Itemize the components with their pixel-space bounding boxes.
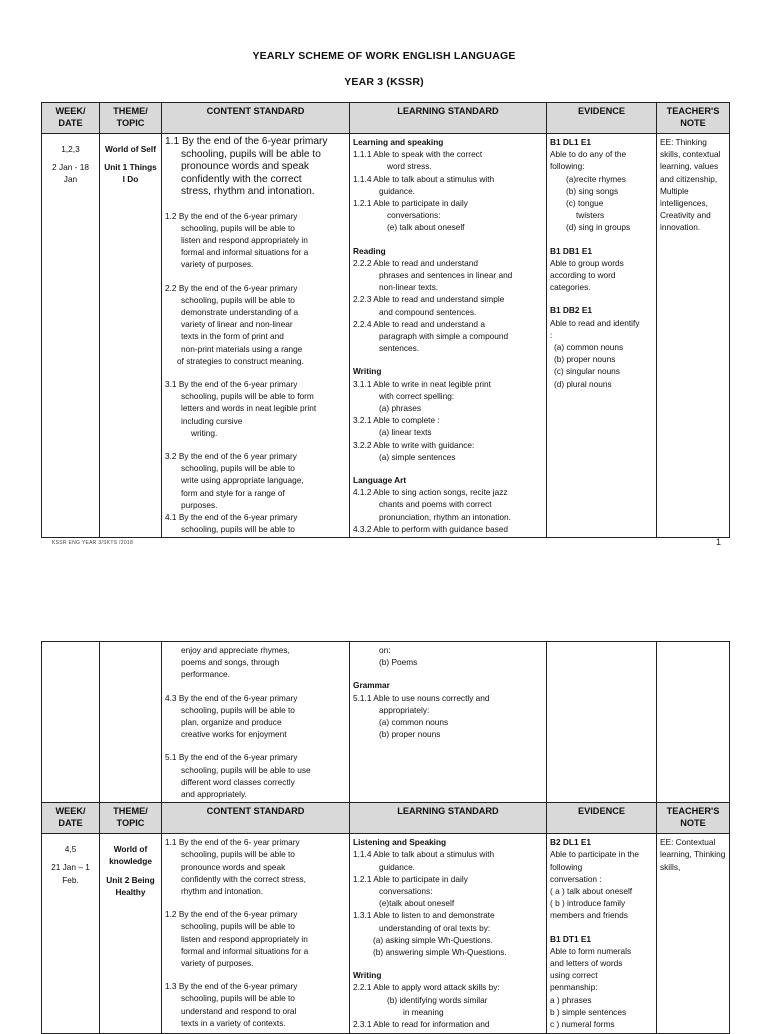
- header-week-date: WEEK/ DATE: [42, 803, 100, 834]
- evidence-code: B2 DL1 E1: [550, 837, 592, 848]
- content-line: schooling, pupils will be able to: [181, 294, 295, 305]
- section-heading: Learning and speaking: [353, 137, 444, 147]
- learning-line: 3.1.1 Able to write in neat legible print: [353, 378, 491, 389]
- content-line: schooling, pupils will be able to use: [181, 764, 311, 775]
- content-line: 4.1 By the end of the 6-year primary: [165, 511, 298, 522]
- evidence-cell: [547, 834, 657, 1034]
- content-line: non-print materials using a range: [181, 343, 303, 354]
- document-subtitle: YEAR 3 (KSSR): [344, 76, 424, 88]
- content-line: performance.: [181, 669, 230, 680]
- header-teachers-note: TEACHER'S NOTE: [657, 103, 730, 134]
- week-date-cell: [42, 134, 100, 538]
- content-line: write using appropriate language,: [181, 475, 304, 486]
- learning-line: (b) proper nouns: [379, 729, 441, 740]
- evidence-code: B1 DB2 E1: [550, 305, 592, 316]
- evidence-line: members and friends: [550, 910, 628, 921]
- learning-line: 1.2.1 Able to participate in daily: [353, 873, 468, 884]
- learning-standard-cell: [350, 834, 547, 1034]
- table-header-row: [42, 803, 730, 834]
- teachers-note-cell: [657, 642, 730, 803]
- content-line: 2.2 By the end of the 6-year primary: [165, 282, 298, 293]
- learning-line: sentences.: [379, 343, 420, 354]
- content-line: and appropriately.: [181, 789, 247, 800]
- learning-line: in meaning: [403, 1006, 444, 1017]
- learning-line: 2.2.1 Able to apply word attack skills by:: [353, 982, 500, 993]
- content-line: 4.3 By the end of the 6-year primary: [165, 692, 298, 703]
- week-number: 1,2,3: [61, 144, 80, 154]
- learning-line: 3.2.1 Able to complete :: [353, 415, 440, 426]
- evidence-line: penmanship:: [550, 982, 598, 993]
- content-line: plan, organize and produce: [181, 717, 282, 728]
- content-line: variety of linear and non-linear: [181, 319, 293, 330]
- evidence-line: twisters: [576, 210, 605, 221]
- learning-line: 1.1.1 Able to speak with the correct: [353, 149, 483, 160]
- learning-line: appropriately:: [379, 704, 430, 715]
- unit: Unit 1 Things I Do: [104, 162, 157, 185]
- learning-line: 5.1.1 Able to use nouns correctly and: [353, 692, 490, 703]
- page-number: 1: [716, 537, 722, 547]
- evidence-line: (b) proper nouns: [554, 354, 616, 365]
- content-line: stress, rhythm and intonation.: [181, 186, 315, 197]
- learning-line: guidance.: [379, 861, 415, 872]
- document-title: YEARLY SCHEME OF WORK ENGLISH LANGUAGE: [252, 50, 516, 62]
- learning-line: 3.2.2 Able to write with guidance:: [353, 439, 475, 450]
- scheme-table-page1: [41, 102, 730, 538]
- evidence-line: :: [550, 329, 553, 340]
- learning-line: 2.2.3 Able to read and understand simple: [353, 294, 505, 305]
- content-line: letters and words in neat legible print: [181, 403, 317, 414]
- content-line: rhythm and intonation.: [181, 886, 264, 897]
- section-heading: Grammar: [353, 680, 390, 691]
- evidence-line: Able to group words: [550, 257, 624, 268]
- learning-line: 2.3.1 Able to read for information and: [353, 1019, 490, 1030]
- content-line: understand and respond to oral: [181, 1005, 297, 1016]
- content-line: 1.2 By the end of the 6-year primary: [165, 210, 298, 221]
- content-line: listen and respond appropriately in: [181, 933, 308, 944]
- content-line: pronounce words and speak: [181, 861, 286, 872]
- evidence-line: (a) common nouns: [554, 342, 624, 353]
- content-line: variety of purposes.: [181, 958, 254, 969]
- date-range: 2 Jan - 18 Jan: [52, 162, 89, 185]
- content-line: 1.1 By the end of the 6- year primary: [165, 837, 300, 848]
- header-evidence: EVIDENCE: [547, 803, 657, 834]
- content-line: enjoy and appreciate rhymes,: [181, 645, 290, 655]
- table-row: [42, 134, 730, 538]
- page-footer: KSSR ENG YEAR 3/SKTS /2018: [52, 540, 134, 546]
- date-range: 21 Jan – 1 Feb.: [51, 862, 90, 885]
- content-line: formal and informal situations for a: [181, 945, 309, 956]
- learning-line: 2.2.4 Able to read and understand a: [353, 318, 485, 329]
- evidence-line: (c) singular nouns: [554, 366, 620, 377]
- evidence-code: B1 DL1 E1: [550, 137, 592, 147]
- learning-line: (b) identifying words similar: [387, 994, 488, 1005]
- teachers-note-cell: [657, 834, 730, 1034]
- content-line: writing.: [191, 427, 218, 438]
- week-number: 4,5: [64, 844, 77, 855]
- theme: World of knowledge: [109, 844, 152, 867]
- content-standard-cell: [162, 134, 350, 538]
- content-line: formal and informal situations for a: [181, 247, 309, 258]
- content-line: texts in the form of print and: [181, 331, 284, 342]
- learning-line: (a) common nouns: [379, 717, 449, 728]
- content-line: of strategies to construct meaning.: [177, 355, 304, 366]
- content-standard-cell: [162, 642, 350, 803]
- evidence-line: Able to participate in the: [550, 849, 640, 860]
- content-line: confidently with the correct stress,: [181, 873, 306, 884]
- header-teachers-note: TEACHER'S NOTE: [657, 803, 730, 834]
- theme: World of Self: [104, 144, 156, 154]
- learning-line: 4.3.2 Able to perform with guidance based: [353, 523, 508, 534]
- content-line: schooling, pupils will be able to: [181, 524, 295, 535]
- learning-line: guidance.: [379, 185, 415, 196]
- section-heading: Writing: [353, 970, 382, 981]
- learning-line: (a) simple sentences: [379, 451, 456, 462]
- evidence-line: Able to read and identify: [550, 317, 640, 328]
- learning-line: pronunciation, rhythm an intonation.: [379, 511, 511, 522]
- evidence-line: c ) numeral forms: [550, 1019, 615, 1030]
- learning-line: (a) phrases: [379, 403, 421, 414]
- content-standard-cell: [162, 834, 350, 1034]
- table-header-row: [42, 103, 730, 134]
- content-line: schooling, pupils will be able to: [181, 993, 295, 1004]
- content-line: including cursive: [181, 415, 243, 426]
- learning-line: (e) talk about oneself: [387, 222, 465, 233]
- header-learning-standard: LEARNING STANDARD: [350, 103, 547, 134]
- evidence-line: (a)recite rhymes: [566, 173, 626, 184]
- evidence-cell: [547, 642, 657, 803]
- evidence-line: Able to form numerals: [550, 945, 632, 956]
- content-line: confidently with the correct: [181, 173, 302, 185]
- evidence-code: B1 DT1 E1: [550, 933, 592, 944]
- learning-line: 1.3.1 Able to listen to and demonstrate: [353, 910, 495, 921]
- content-line: schooling, pupils will be able to: [181, 222, 295, 233]
- header-content-standard: CONTENT STANDARD: [162, 803, 350, 834]
- evidence-line: (c) tongue: [566, 198, 604, 209]
- content-line: 3.1 By the end of the 6-year primary: [165, 378, 298, 389]
- content-line: schooling, pupils will be able to: [181, 463, 295, 474]
- learning-line: conversations:: [379, 886, 433, 897]
- header-evidence: EVIDENCE: [547, 103, 657, 134]
- learning-line: 1.1.4 Able to talk about a stimulus with: [353, 173, 495, 184]
- header-theme-topic: THEME/ TOPIC: [100, 103, 162, 134]
- content-line: demonstrate understanding of a: [181, 306, 299, 317]
- learning-line: on:: [379, 645, 391, 655]
- learning-line: 4.1.2 Able to sing action songs, recite jazz: [353, 487, 508, 498]
- theme-topic-cell: [100, 134, 162, 538]
- learning-line: non-linear texts.: [379, 282, 439, 293]
- learning-line: word stress.: [387, 161, 432, 172]
- learning-line: (e)talk about oneself: [379, 898, 455, 909]
- learning-line: with correct spelling:: [379, 390, 455, 401]
- header-week-date: WEEK/ DATE: [42, 103, 100, 134]
- evidence-line: using correct: [550, 970, 598, 981]
- learning-line: and compound sentences.: [379, 306, 477, 317]
- content-line: 1.3 By the end of the 6-year primary: [165, 981, 298, 992]
- learning-line: (a) linear texts: [379, 427, 432, 438]
- learning-line: understanding of oral texts by:: [379, 922, 491, 933]
- evidence-line: (d) plural nouns: [554, 378, 612, 389]
- content-line: creative works for enjoyment: [181, 729, 287, 740]
- learning-line: (b) answering simple Wh-Questions.: [373, 947, 507, 958]
- header-theme-topic: THEME/ TOPIC: [100, 803, 162, 834]
- learning-line: conversations:: [387, 210, 441, 221]
- section-heading: Writing: [353, 366, 382, 377]
- teachers-note: EE: Contextual learning, Thinking skills,: [660, 837, 726, 872]
- evidence-line: following: [550, 861, 583, 872]
- content-line: schooling, pupils will be able to: [181, 704, 295, 715]
- header-learning-standard: LEARNING STANDARD: [350, 803, 547, 834]
- teachers-note: EE: Thinking skills, contextual learning, values and citizenship, Multiple intelligences, Creativity and innovation.: [660, 137, 721, 233]
- learning-line: (b) Poems: [379, 657, 418, 668]
- content-line: different word classes correctly: [181, 776, 295, 787]
- evidence-line: ( b ) introduce family: [550, 898, 626, 909]
- week-date-cell: [42, 834, 100, 1034]
- learning-line: phrases and sentences in linear and: [379, 270, 513, 281]
- header-content-standard: CONTENT STANDARD: [162, 103, 350, 134]
- learning-line: 1.1.4 Able to talk about a stimulus with: [353, 849, 495, 860]
- content-line: schooling, pupils will be able to: [181, 849, 295, 860]
- content-line: form and style for a range of: [181, 487, 285, 498]
- content-line: variety of purposes.: [181, 259, 254, 270]
- learning-line: paragraph with simple a compound: [379, 331, 509, 342]
- section-heading: Listening and Speaking: [353, 837, 447, 848]
- learning-line: chants and poems with correct: [379, 499, 492, 510]
- evidence-line: following:: [550, 161, 585, 172]
- content-line: listen and respond appropriately in: [181, 234, 308, 245]
- evidence-line: Able to do any of the: [550, 149, 627, 160]
- content-line: 3.2 By the end of the 6 year primary: [165, 450, 297, 461]
- scheme-table-page2: [41, 641, 730, 1034]
- evidence-line: according to word: [550, 270, 616, 281]
- evidence-line: (d) sing in groups: [566, 222, 631, 233]
- evidence-line: and letters of words: [550, 958, 623, 969]
- content-line: 5.1 By the end of the 6-year primary: [165, 752, 298, 763]
- evidence-line: a ) phrases: [550, 994, 592, 1005]
- evidence-cell: [547, 134, 657, 538]
- learning-standard-cell: [350, 642, 547, 803]
- learning-line: (a) asking simple Wh-Questions.: [373, 934, 493, 945]
- content-line: pronounce words and speak: [181, 161, 309, 172]
- evidence-line: (b) sing songs: [566, 185, 619, 196]
- learning-line: 1.2.1 Able to participate in daily: [353, 198, 468, 209]
- unit: Unit 2 Being Healthy: [106, 874, 155, 897]
- content-line: schooling, pupils will be able to: [181, 921, 295, 932]
- section-heading: Reading: [353, 245, 386, 256]
- evidence-line: b ) simple sentences: [550, 1006, 627, 1017]
- evidence-line: ( a ) talk about oneself: [550, 886, 633, 897]
- content-line: purposes.: [181, 499, 218, 510]
- table-row: [42, 642, 730, 803]
- evidence-line: conversation :: [550, 873, 602, 884]
- content-line: 1.2 By the end of the 6-year primary: [165, 909, 298, 920]
- evidence-line: categories.: [550, 282, 591, 293]
- content-line: schooling, pupils will be able to: [181, 148, 321, 160]
- learning-standard-cell: [350, 134, 547, 538]
- evidence-code: B1 DB1 E1: [550, 245, 592, 256]
- content-line: poems and songs, through: [181, 657, 280, 668]
- content-line: texts in a variety of contexts.: [181, 1017, 286, 1028]
- section-heading: Language Art: [353, 475, 407, 486]
- table-row: [42, 834, 730, 1034]
- theme-topic-cell: [100, 642, 162, 803]
- theme-topic-cell: [100, 834, 162, 1034]
- content-line: 1.1 By the end of the 6-year primary: [165, 136, 328, 147]
- week-date-cell: [42, 642, 100, 803]
- teachers-note-cell: [657, 134, 730, 538]
- content-line: schooling, pupils will be able to form: [181, 391, 314, 402]
- learning-line: 2.2.2 Able to read and understand: [353, 257, 479, 268]
